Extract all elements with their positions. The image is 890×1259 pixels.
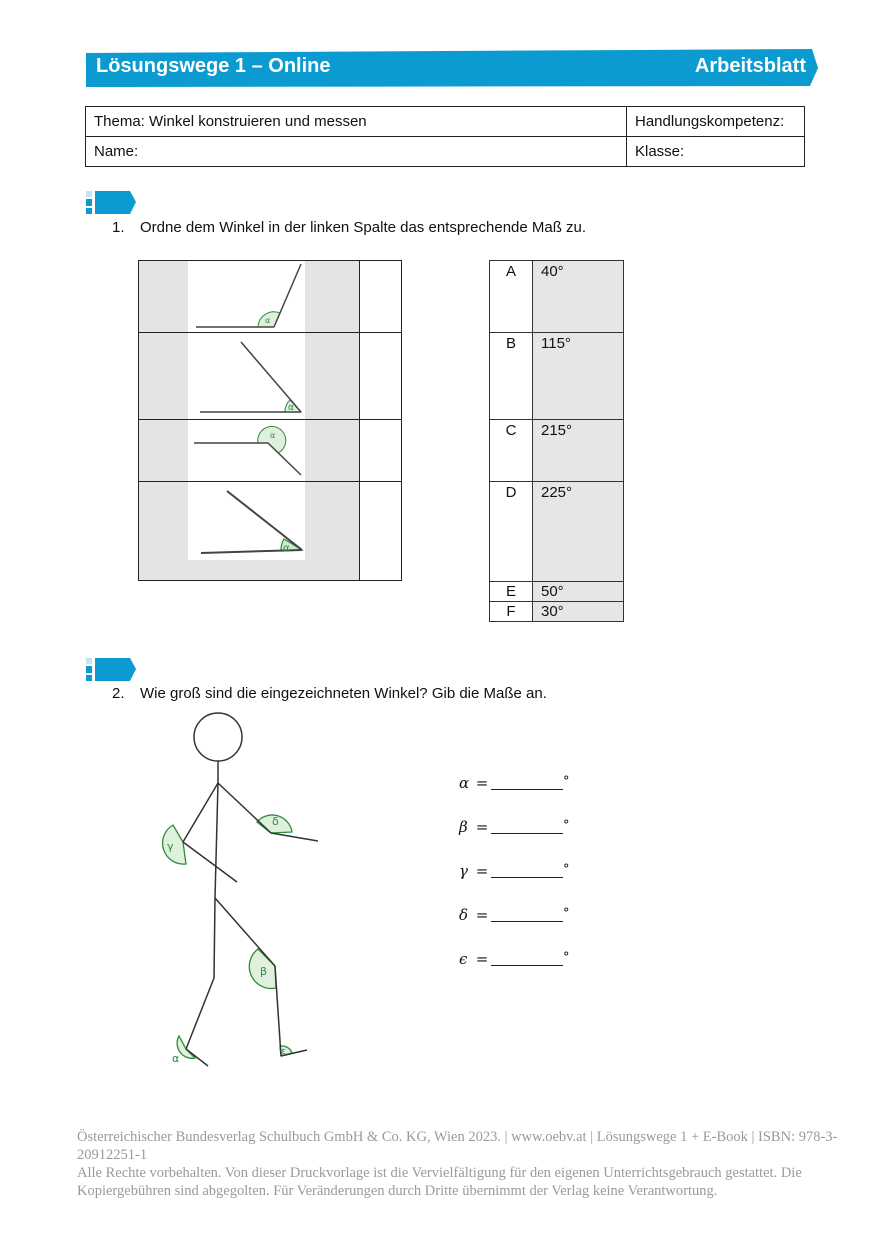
measure-letter: F xyxy=(490,602,533,622)
angle-label-3: α xyxy=(270,431,276,440)
gamma-label: γ xyxy=(167,840,174,853)
beta-label: β xyxy=(260,965,268,978)
answer-list xyxy=(459,774,570,994)
page-title: Lösungswege 1 – Online xyxy=(96,55,331,77)
answer-row-beta: β = ° xyxy=(459,818,570,836)
task2-instruction-line xyxy=(112,685,547,702)
measure-value: 30° xyxy=(533,602,624,622)
footer xyxy=(77,1128,857,1200)
task-marker-icon xyxy=(86,658,138,682)
footer-copyright: Österreichischer Bundesverlag Schulbuch GmbH & Co. KG, Wien 2023. | www.oebv.at | Lösungswege 1 + E-Book | ISBN: 978-3-20912251-1 xyxy=(77,1129,838,1163)
epsilon-label: ε xyxy=(281,1047,286,1057)
worksheet-label: Arbeitsblatt xyxy=(694,55,806,77)
answer-input-gamma[interactable] xyxy=(491,863,563,878)
measure-letter: B xyxy=(490,333,533,420)
task2-number: 2. xyxy=(112,685,125,702)
task1-instruction: Ordne dem Winkel in der linken Spalte das entsprechende Maß zu. xyxy=(140,219,587,236)
answer-input-delta[interactable] xyxy=(491,907,563,922)
topic-cell: Thema: Winkel konstruieren und messen xyxy=(86,107,627,137)
measure-value: 40° xyxy=(533,261,624,333)
answer-input-beta[interactable] xyxy=(491,819,563,834)
answer-row-epsilon: ϵ = ° xyxy=(459,950,570,968)
info-table xyxy=(85,106,805,167)
measure-letter: E xyxy=(490,582,533,602)
answer-input-alpha[interactable] xyxy=(491,775,563,790)
head xyxy=(194,713,242,761)
measure-value: 215° xyxy=(533,420,624,482)
delta-label: δ xyxy=(272,815,279,828)
measure-letter: A xyxy=(490,261,533,333)
measures-table xyxy=(489,260,624,622)
angle-drawings-table xyxy=(138,260,402,581)
answer-input-epsilon[interactable] xyxy=(491,951,563,966)
stick-figure xyxy=(150,710,350,1085)
angle-label-2: α xyxy=(288,403,294,413)
measure-letter: C xyxy=(490,420,533,482)
competence-cell: Handlungskompetenz: xyxy=(627,107,805,137)
measure-letter: D xyxy=(490,482,533,582)
measure-value: 50° xyxy=(533,582,624,602)
alpha-label: α xyxy=(172,1052,180,1065)
footer-rights: Alle Rechte vorbehalten. Von dieser Druckvorlage ist die Vervielfältigung für den eigenen Unterrichtsgebrauch gestattet. Die Kopiergebühren sind abgegolten. Für Veränderungen durch Dritte übernimmt der Verlag keine Verantwortung. xyxy=(77,1165,802,1199)
answer-row-gamma: γ = ° xyxy=(459,862,570,880)
task1-instruction-line xyxy=(112,219,586,236)
angle-label-4: α xyxy=(283,543,290,554)
task-marker-icon xyxy=(86,191,138,215)
measure-value: 225° xyxy=(533,482,624,582)
class-cell[interactable]: Klasse: xyxy=(627,137,805,167)
name-cell[interactable]: Name: xyxy=(86,137,627,167)
header-banner xyxy=(86,49,818,87)
task2-instruction: Wie groß sind die eingezeichneten Winkel? Gib die Maße an. xyxy=(140,685,547,702)
answer-row-delta: δ = ° xyxy=(459,906,570,924)
answer-row-alpha: α = ° xyxy=(459,774,570,792)
angle-label-1: α xyxy=(265,316,271,325)
task1-number: 1. xyxy=(112,219,125,236)
measure-value: 115° xyxy=(533,333,624,420)
